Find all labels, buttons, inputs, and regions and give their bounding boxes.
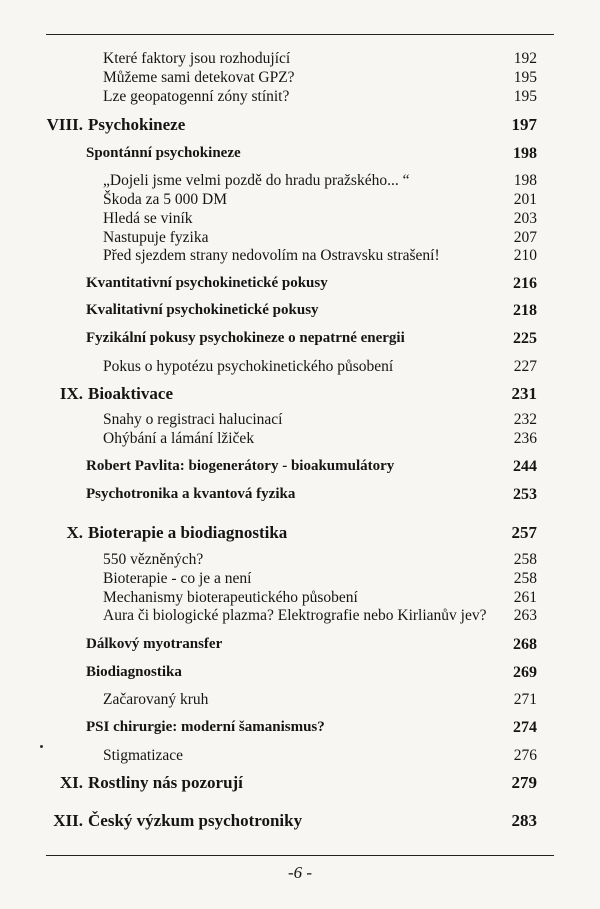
toc-entry-title: Stigmatizace [103, 747, 184, 764]
toc-entry-title: Aura či biologické plazma? Elektrografie nebo Kirlianův jev? [103, 607, 487, 624]
toc-section-title: Fyzikální pokusy psychokineze o nepatrné energii [86, 330, 405, 346]
scan-speck [40, 745, 43, 748]
toc-entry-title: Které faktory jsou rozhodující [103, 50, 291, 67]
toc-section-title: Spontánní psychokineze [86, 145, 241, 161]
toc-chapter-title: Český výzkum psychotroniky [88, 811, 303, 830]
toc-entry-title: 550 vězněných? [103, 551, 204, 568]
toc-entry-page: 236 [513, 430, 537, 447]
toc-section-title: Dálkový myotransfer [86, 636, 223, 652]
toc-section-page: 244 [513, 458, 537, 475]
bottom-rule [46, 855, 554, 856]
toc-chapter-number: XI. [59, 773, 83, 792]
toc-section-title: Kvalitativní psychokinetické pokusy [86, 302, 319, 318]
toc-section-title: Biodiagnostika [86, 664, 182, 680]
toc-entry-page: 263 [513, 607, 537, 624]
toc-chapter-page: 231 [511, 384, 537, 403]
toc-chapter-title: Psychokineze [88, 115, 186, 134]
toc-chapter-number: VIII. [46, 115, 83, 134]
toc-chapter-page: 283 [511, 811, 537, 830]
toc-entry-title: Začarovaný kruh [103, 691, 209, 708]
toc-entry-title: Ohýbání a lámání lžiček [103, 430, 255, 447]
toc-chapter-page: 197 [511, 115, 537, 134]
toc-entry-title: Můžeme sami detekovat GPZ? [103, 69, 295, 86]
toc-chapter-number: X. [66, 523, 83, 542]
toc-section-page: 274 [513, 719, 537, 736]
toc-entry-page: 258 [513, 570, 537, 587]
toc-section-page: 269 [513, 664, 537, 681]
toc-section-page: 198 [513, 145, 537, 162]
toc-chapter-title: Bioterapie a biodiagnostika [88, 523, 288, 542]
toc-section-title: PSI chirurgie: moderní šamanismus? [86, 719, 325, 735]
toc-section-page: 268 [513, 636, 537, 653]
toc-entry-title: Pokus o hypotézu psychokinetického působení [103, 358, 394, 375]
toc-entry-page: 276 [513, 747, 537, 764]
page-number: -6 - [287, 863, 313, 882]
toc-entry-page: 195 [513, 88, 537, 105]
toc-entry-page: 201 [513, 191, 537, 208]
toc-entry-title: „Dojeli jsme velmi pozdě do hradu pražského... “ [103, 172, 410, 189]
toc-entry-title: Snahy o registraci halucinací [103, 411, 283, 428]
toc-chapter-title: Bioaktivace [88, 384, 173, 403]
toc-entry-page: 261 [513, 589, 537, 606]
toc-section-title: Robert Pavlita: biogenerátory - bioakumulátory [86, 458, 395, 474]
toc-entry-title: Bioterapie - co je a není [103, 570, 252, 587]
toc-section-page: 218 [513, 302, 537, 319]
toc-entry-title: Lze geopatogenní zóny stínit? [103, 88, 290, 105]
toc-section-page: 216 [513, 275, 537, 292]
toc-chapter-page: 279 [511, 773, 537, 792]
toc-entry-page: 203 [513, 210, 537, 227]
toc-chapter-number: XII. [53, 811, 83, 830]
toc-section-title: Psychotronika a kvantová fyzika [86, 486, 296, 502]
toc-section-page: 225 [513, 330, 537, 347]
toc-entry-page: 258 [513, 551, 537, 568]
toc-entry-title: Hledá se viník [103, 210, 193, 227]
toc-entry-title: Škoda za 5 000 DM [103, 191, 227, 208]
toc-entry-page: 227 [513, 358, 537, 375]
toc-entry-page: 198 [513, 172, 537, 189]
toc-entry-title: Před sjezdem strany nedovolím na Ostravsku strašení! [103, 247, 440, 264]
toc-entry-page: 207 [513, 229, 537, 246]
toc-entry-title: Mechanismy bioterapeutického působení [103, 589, 358, 606]
toc-chapter-number: IX. [59, 384, 83, 403]
toc-section-page: 253 [513, 486, 537, 503]
toc-entry-page: 195 [513, 69, 537, 86]
toc-entry-page: 192 [513, 50, 537, 67]
toc-entry-page: 210 [513, 247, 537, 264]
toc-entry-page: 232 [513, 411, 537, 428]
toc-chapter-page: 257 [511, 523, 537, 542]
toc-entry-title: Nastupuje fyzika [103, 229, 209, 246]
toc-section-title: Kvantitativní psychokinetické pokusy [86, 275, 328, 291]
toc-entry-page: 271 [513, 691, 537, 708]
toc-chapter-title: Rostliny nás pozorují [88, 773, 243, 792]
